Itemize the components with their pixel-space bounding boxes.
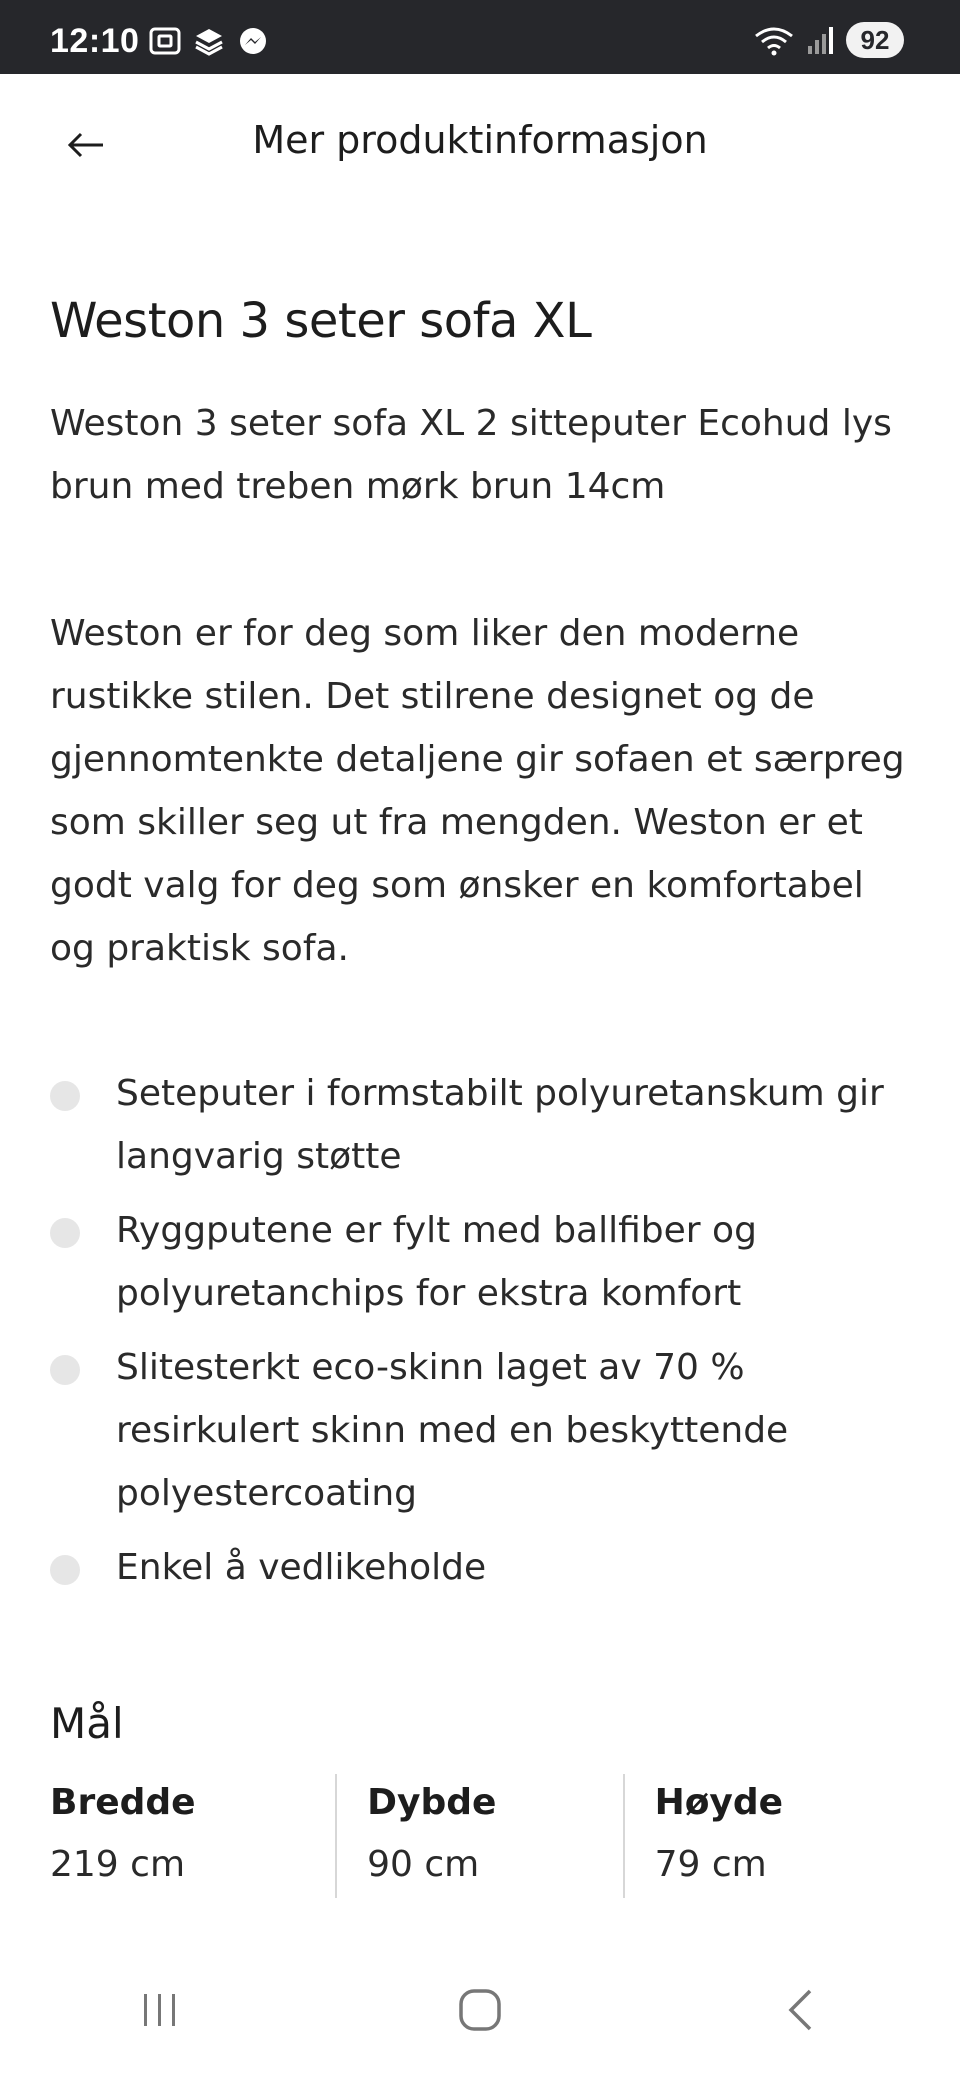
app-header xyxy=(0,74,960,214)
back-icon xyxy=(783,1987,817,2033)
feature-text: Seteputer i formstabilt polyuretanskum gir langvarig støtte xyxy=(116,1073,884,1178)
dimensions-title: Mål xyxy=(50,1699,124,1749)
bullet-icon xyxy=(50,1218,80,1248)
dimension-label: Høyde xyxy=(654,1782,784,1824)
screenshot-icon xyxy=(148,26,182,56)
feature-list xyxy=(50,1062,910,1599)
dimension-value: 90 cm xyxy=(367,1844,480,1886)
product-title: Weston 3 seter sofa XL xyxy=(50,293,592,349)
system-icons xyxy=(752,22,904,58)
dimension-value: 219 cm xyxy=(50,1844,186,1886)
recent-apps-button[interactable] xyxy=(100,1960,220,2060)
page-title: Mer produktinformasjon xyxy=(252,118,708,162)
dimension-value: 79 cm xyxy=(654,1844,767,1886)
signal-icon xyxy=(806,24,836,56)
notification-icons xyxy=(148,26,270,56)
feature-item xyxy=(50,1536,910,1599)
status-bar xyxy=(0,0,960,74)
home-icon xyxy=(457,1987,503,2033)
feature-item xyxy=(50,1062,910,1188)
stack-icon xyxy=(192,26,226,56)
dimension-width xyxy=(50,1774,335,1898)
messenger-icon xyxy=(236,26,270,56)
status-time: 12:10 xyxy=(50,22,140,60)
wifi-icon xyxy=(752,24,796,56)
feature-item xyxy=(50,1336,910,1525)
bullet-icon xyxy=(50,1555,80,1585)
battery-icon: 92 xyxy=(846,22,904,58)
bullet-icon xyxy=(50,1355,80,1385)
product-info xyxy=(50,290,910,1898)
bullet-icon xyxy=(50,1081,80,1111)
dimension-label: Bredde xyxy=(50,1782,196,1824)
feature-item xyxy=(50,1199,910,1325)
dimension-height xyxy=(623,1774,910,1898)
dimensions-table xyxy=(50,1774,910,1898)
system-nav-bar xyxy=(0,1940,960,2080)
home-button[interactable] xyxy=(420,1960,540,2060)
feature-text: Ryggputene er fylt med ballfiber og polyuretanchips for ekstra komfort xyxy=(116,1210,757,1315)
dimension-label: Dybde xyxy=(367,1782,497,1824)
long-description: Weston er for deg som liker den moderne rustikke stilen. Det stilrene designet og de gjennomtenkte detaljene gir sofaen et særpreg som skiller seg ut fra mengden. Weston er et godt valg for deg som ønsker en komfortabel og praktisk sofa. xyxy=(50,613,905,970)
feature-text: Slitesterkt eco-skinn laget av 70 % resirkulert skinn med en beskyttende polyestercoating xyxy=(116,1347,789,1515)
short-description: Weston 3 seter sofa XL 2 sitteputer Ecohud lys brun med treben mørk brun 14cm xyxy=(50,403,892,508)
dimension-depth xyxy=(335,1774,622,1898)
feature-text: Enkel å vedlikeholde xyxy=(116,1547,487,1589)
recent-apps-icon xyxy=(138,1990,182,2030)
system-back-button[interactable] xyxy=(740,1960,860,2060)
